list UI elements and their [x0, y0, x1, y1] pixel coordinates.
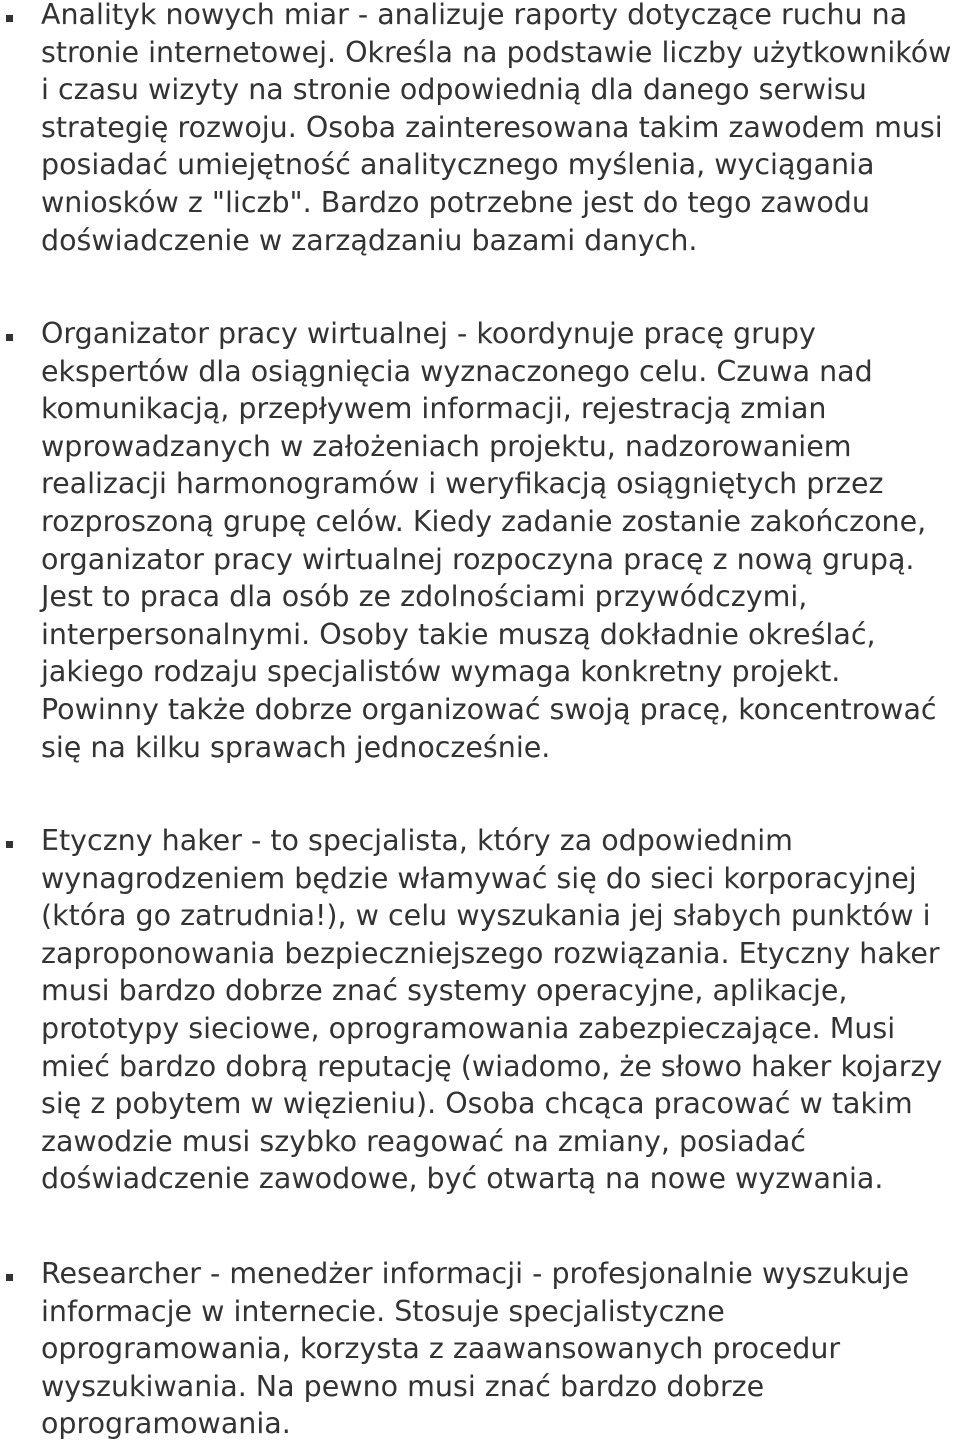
list-item-text: Organizator pracy wirtualnej - koordynuje pracę grupy ekspertów dla osiągnięcia wyznaczonego celu. Czuwa nad komunikacją, przepływem informacji, rejestracją zmian wprowadzanych w założeniach projektu, nadzorowaniem realizacji harmonogramów i weryfikacją osiągniętych przez rozproszoną grupę celów. Kiedy zadanie zostanie zakończone, organizator pracy wirtualnej rozpoczyna pracę z nową grupą. Jest to praca dla osób ze zdolnościami przywódczymi, interpersonalnymi. Osoby takie muszą dokładnie określać, jakiego rodzaju specjalistów wymaga konkretny projekt. Powinny także dobrze organizować swoją pracę, koncentrować się na kilku sprawach jednocześnie. [41, 317, 937, 764]
square-bullet-icon [6, 334, 13, 341]
square-bullet-icon [6, 841, 13, 848]
square-bullet-icon [6, 15, 13, 22]
list-item-text: Analityk nowych miar - analizuje raporty dotyczące ruchu na stronie internetowej. Określa na podstawie liczby użytkowników i czasu wizyty na stronie odpowiednią dla danego serwisu strategię rozwoju. Osoba zainteresowana takim zawodem musi posiadać umiejętność analitycznego myślenia, wyciągania wniosków z "liczb". Bardzo potrzebne jest do tego zawodu doświadczenie w zarządzaniu bazami danych. [41, 0, 952, 257]
list-item-text: Researcher - menedżer informacji - profesjonalnie wyszukuje informacje w internecie. Stosuje specjalistyczne oprogramowania, korzysta z zaawansowanych procedur wyszukiwania. Na pewno musi znać bardzo dobrze oprogramowania. [41, 1257, 910, 1441]
square-bullet-icon [6, 1274, 13, 1281]
list-item-text: Etyczny haker - to specjalista, który za odpowiednim wynagrodzeniem będzie włamywać się do sieci korporacyjnej (która go zatrudnia!), w celu wyszukania jej słabych punktów i zaproponowania bezpieczniejszego rozwiązania. Etyczny haker musi bardzo dobrze znać systemy operacyjne, aplikacje, prototypy sieciowe, oprogramowania zabezpieczające. Musi mieć bardzo dobrą reputację (wiadomo, że słowo haker kojarzy się z pobytem w więzieniu). Osoba chcąca pracować w takim zawodzie musi szybko reagować na zmiany, posiadać doświadczenie zawodowe, być otwartą na nowe wyzwania. [41, 824, 943, 1196]
